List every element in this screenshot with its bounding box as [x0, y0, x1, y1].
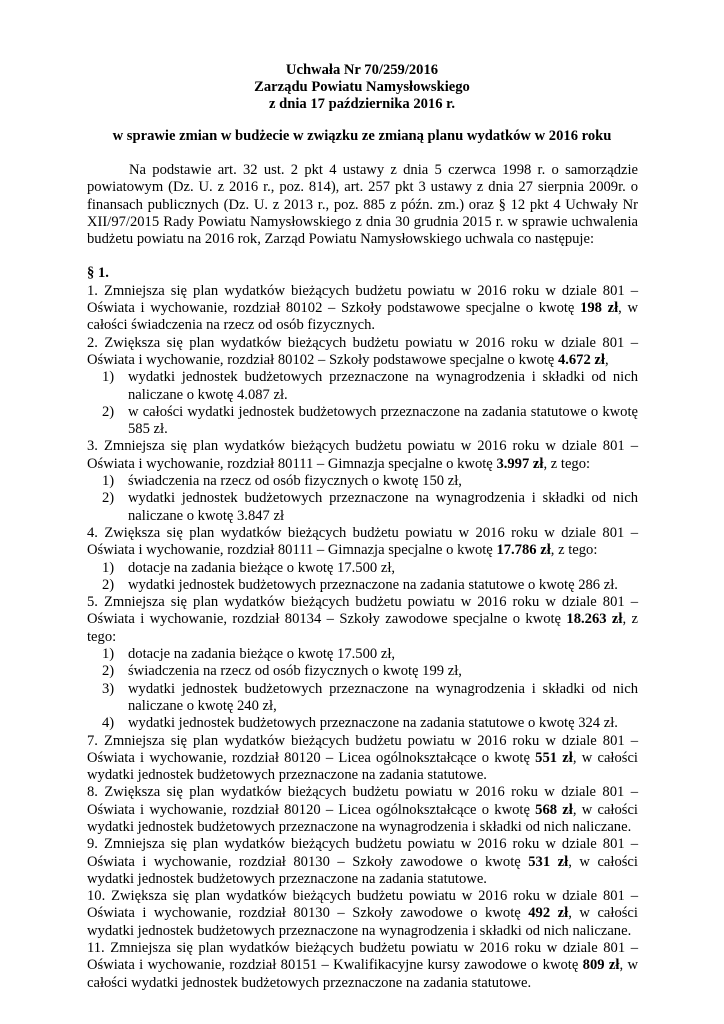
point-text-after: , w całości świadczenia na rzecz od osób fizycznych.: [87, 300, 639, 334]
point-paragraph: [87, 940, 638, 992]
sublist-item-number: 2): [102, 490, 115, 507]
resolution-subject: w sprawie zmian w budżecie w związku ze zmianą planu wydatków w 2016 roku: [112, 128, 612, 144]
point-text-after: , w całości wydatki jednostek budżetowych przeznaczone na zadania statutowe.: [87, 749, 638, 784]
point-amount: 551 zł: [535, 749, 573, 766]
sublist-item-text: wydatki jednostek budżetowych przeznaczone na wynagrodzenia i składki od nich naliczane o kwotę 3.847 zł: [128, 490, 638, 524]
point-text: 1. Zmniejsza się plan wydatków bieżących budżetu powiatu w 2016 roku w dziale 801 – Oświata i wychowanie, rozdział 80102 – Szkoły podstawowe specjalne o kwotę: [87, 282, 638, 317]
sublist-item-text: w całości wydatki jednostek budżetowych przeznaczone na zadania statutowe o kwotę 585 zł.: [128, 403, 638, 438]
sublist-item: [87, 646, 638, 663]
point-text-after: , z tego:: [543, 455, 591, 472]
point-text: 3. Zmniejsza się plan wydatków bieżących budżetu powiatu w 2016 roku w dziale 801 – Oświata i wychowanie, rozdział 80111 – Gimnazja specjalne o kwotę: [87, 438, 638, 472]
point-amount: 17.786 zł: [496, 542, 551, 559]
point-text-after: , w całości wydatki jednostek budżetowych przeznaczone na wynagrodzenia i składki od nich naliczane.: [87, 801, 638, 835]
sublist-item-number: 2): [102, 663, 115, 680]
point-text-after: ,: [604, 351, 609, 368]
legal-basis-paragraph: Na podstawie art. 32 ust. 2 pkt 4 ustawy z dnia 5 czerwca 1998 r. o samorządzie powiatowym (Dz. U. z 2016 r., poz. 814), art. 257 pkt 3 ustawy z dnia 27 sierpnia 2009r. o finansach publicznych (Dz. U. z 2013 r., poz. 885 z późn. zm.) oraz § 12 pkt 4 Uchwały Nr XII/97/2015 Rady Powiatu Namysłowskiego z dnia 30 grudnia 2015 r. w sprawie uchwalenia budżetu powiatu na 2016 rok, Zarząd Powiatu Namysłowskiego uchwala co następuje:: [87, 162, 638, 248]
point-amount: 492 zł: [528, 905, 569, 922]
sublist-item-number: 1): [102, 369, 115, 386]
sublist-item-text: świadczenia na rzecz od osób fizycznych o kwotę 199 zł,: [128, 663, 462, 680]
resolution-header: [0, 62, 724, 113]
point-text-after: , w całości wydatki jednostek budżetowych przeznaczone na zadania statutowe.: [87, 853, 638, 887]
point-sublist: [87, 646, 638, 732]
sublist-item-number: 1): [102, 559, 115, 576]
point-paragraph: [87, 335, 638, 370]
sublist-item: [87, 560, 638, 577]
sublist-item-number: 1): [102, 646, 115, 663]
sublist-item-text: wydatki jednostek budżetowych przeznaczone na zadania statutowe o kwotę 324 zł.: [128, 715, 618, 732]
sublist-item: [87, 663, 638, 680]
sublist-item: [87, 490, 638, 525]
sublist-item: [87, 577, 638, 594]
point-text-after: , z tego:: [550, 542, 598, 559]
issuing-body: Zarządu Powiatu Namysłowskiego: [254, 79, 470, 95]
point-text: 2. Zwiększa się plan wydatków bieżących budżetu powiatu w 2016 roku w dziale 801 – Oświata i wychowanie, rozdział 80102 – Szkoły podstawowe specjalne o kwotę: [87, 334, 638, 368]
point-amount: 3.997 zł: [496, 455, 544, 472]
sublist-item-number: 1): [102, 473, 115, 490]
point-sublist: [87, 369, 638, 438]
point-paragraph: [87, 525, 638, 560]
point-paragraph: [87, 283, 638, 335]
point-text: 5. Zmniejsza się plan wydatków bieżących budżetu powiatu w 2016 roku w dziale 801 – Oświata i wychowanie, rozdział 80134 – Szkoły zawodowe specjalne o kwotę: [87, 594, 638, 628]
sublist-item: [87, 473, 638, 490]
point-text: 4. Zwiększa się plan wydatków bieżących budżetu powiatu w 2016 roku w dziale 801 – Oświata i wychowanie, rozdział 80111 – Gimnazja specjalne o kwotę: [87, 524, 638, 559]
point-amount: 4.672 zł: [557, 351, 605, 368]
point-paragraph: [87, 836, 638, 888]
point-paragraph: [87, 784, 638, 836]
point-text: 9. Zmniejsza się plan wydatków bieżących budżetu powiatu w 2016 roku w dziale 801 – Oświata i wychowanie, rozdział 80130 – Szkoły zawodowe o kwotę: [87, 836, 638, 870]
sublist-item-text: dotacje na zadania bieżące o kwotę 17.500 zł,: [128, 646, 396, 663]
point-amount: 18.263 zł: [566, 611, 623, 628]
point-paragraph: [87, 594, 638, 646]
sublist-item-text: wydatki jednostek budżetowych przeznaczone na wynagrodzenia i składki od nich naliczane o kwotę 240 zł,: [128, 680, 638, 714]
point-paragraph: [87, 438, 638, 473]
point-amount: 198 zł: [580, 300, 619, 317]
sublist-item-text: wydatki jednostek budżetowych przeznaczone na zadania statutowe o kwotę 286 zł.: [128, 576, 618, 593]
point-text: 8. Zwiększa się plan wydatków bieżących budżetu powiatu w 2016 roku w dziale 801 – Oświata i wychowanie, rozdział 80120 – Licea ogólnokształcące o kwotę: [87, 784, 638, 818]
document-body: [87, 162, 638, 992]
point-amount: 809 zł: [582, 957, 620, 974]
point-text-after: , w całości wydatki jednostek budżetowych przeznaczone na wynagrodzenia i składki od nich naliczane.: [87, 905, 638, 939]
section-heading: § 1.: [87, 265, 109, 282]
sublist-item-text: dotacje na zadania bieżące o kwotę 17.500 zł,: [128, 559, 396, 576]
sublist-item-number: 3): [102, 680, 115, 697]
point-text: 10. Zwiększa się plan wydatków bieżących budżetu powiatu w 2016 roku w dziale 801 – Oświata i wychowanie, rozdział 80130 – Szkoły zawodowe o kwotę: [87, 888, 638, 922]
point-text: 7. Zmniejsza się plan wydatków bieżących budżetu powiatu w 2016 roku w dziale 801 – Oświata i wychowanie, rozdział 80120 – Licea ogólnokształcące o kwotę: [87, 732, 638, 766]
point-text-after: , w całości wydatki jednostek budżetowych przeznaczone na zadania statutowe.: [87, 957, 638, 991]
resolution-date: z dnia 17 października 2016 r.: [269, 96, 455, 112]
sublist-item: [87, 715, 638, 732]
point-paragraph: [87, 888, 638, 940]
point-amount: 568 zł: [535, 801, 573, 818]
points-list: [87, 283, 638, 992]
sublist-item-number: 4): [102, 715, 115, 732]
sublist-item-text: świadczenia na rzecz od osób fizycznych o kwotę 150 zł,: [128, 473, 462, 490]
point-sublist: [87, 560, 638, 595]
point-amount: 531 zł: [528, 853, 569, 870]
sublist-item-number: 2): [102, 576, 115, 593]
point-text-after: , z tego:: [87, 611, 638, 645]
sublist-item: [87, 369, 638, 404]
sublist-item: [87, 404, 638, 439]
sublist-item-number: 2): [102, 403, 115, 420]
point-paragraph: [87, 733, 638, 785]
sublist-item-text: wydatki jednostek budżetowych przeznaczone na wynagrodzenia i składki od nich naliczane o kwotę 4.087 zł.: [128, 369, 638, 403]
point-text: 11. Zmniejsza się plan wydatków bieżących budżetu powiatu w 2016 roku w dziale 801 – Oświata i wychowanie, rozdział 80151 – Kwalifikacyjne kursy zawodowe o kwotę: [87, 940, 638, 974]
sublist-item: [87, 681, 638, 716]
resolution-number: Uchwała Nr 70/259/2016: [285, 62, 439, 78]
point-sublist: [87, 473, 638, 525]
